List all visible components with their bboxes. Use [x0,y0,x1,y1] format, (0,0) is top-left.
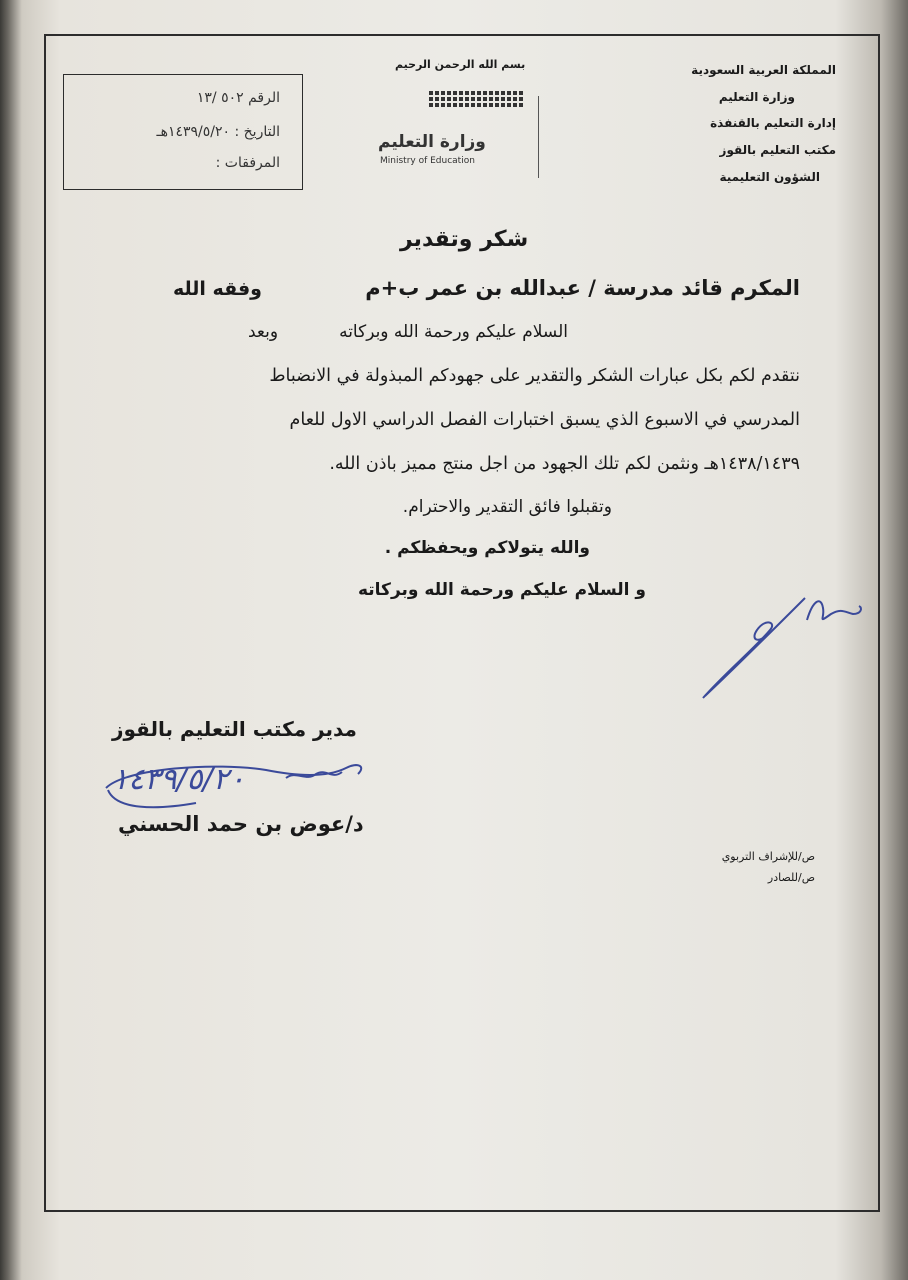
logo-dots-icon [428,90,538,108]
logo-english-text: Ministry of Education [380,156,475,166]
handwritten-date: ١٤٣٩/٥/٢٠ [112,762,246,797]
letter-title: شكر وتقدير [400,227,529,252]
closing-line-2: والله يتولاكم ويحفظكم . [384,538,590,558]
ministry-logo [378,88,538,178]
signatory-name: د/عوض بن حمد الحسني [118,812,364,836]
handwritten-initials-icon [695,578,875,708]
greeting: السلام عليكم ورحمة الله وبركاته [339,322,568,342]
greeting-after: وبعد [248,322,279,342]
paragraph-line-1: نتقدم لكم بكل عبارات الشكر والتقدير على جهودكم المبذولة في الانضباط [269,366,800,386]
header-ministry: وزارة التعليم [718,90,795,104]
addressee-blessing: وفقه الله [173,278,262,300]
paragraph-line-2: المدرسي في الاسبوع الذي يسبق اختبارات الفصل الدراسي الاول للعام [289,410,800,430]
ref-attachments: المرفقات : [215,155,280,171]
logo-arabic-text: وزارة التعليم [378,132,486,152]
header-directorate: إدارة التعليم بالقنفذة [710,116,836,130]
paragraph-line-3: ١٤٣٨/١٤٣٩هـ ونثمن لكم تلك الجهود من اجل منتج مميز باذن الله. [329,454,800,474]
ref-date: التاريخ : ١٤٣٩/٥/٢٠هـ [156,124,280,140]
header-department: الشؤون التعليمية [719,170,820,184]
closing-line-3: و السلام عليكم ورحمة الله وبركاته [357,580,646,600]
ref-number: الرقم ٥٠٢ /١٣ [196,90,280,106]
addressee: المكرم قائد مدرسة / عبدالله بن عمر ب+م [365,276,800,300]
signatory-role: مدير مكتب التعليم بالقوز [112,717,357,741]
basmala: بسم الله الرحمن الرحيم [395,58,526,71]
header-office: مكتب التعليم بالقوز [719,143,836,157]
copy-outgoing: ص/للصادر [767,871,815,884]
copy-supervision: ص/للإشراف التربوي [721,850,815,863]
header-country: المملكة العربية السعودية [691,63,836,77]
closing-line-1: وتقبلوا فائق التقدير والاحترام. [402,497,612,517]
